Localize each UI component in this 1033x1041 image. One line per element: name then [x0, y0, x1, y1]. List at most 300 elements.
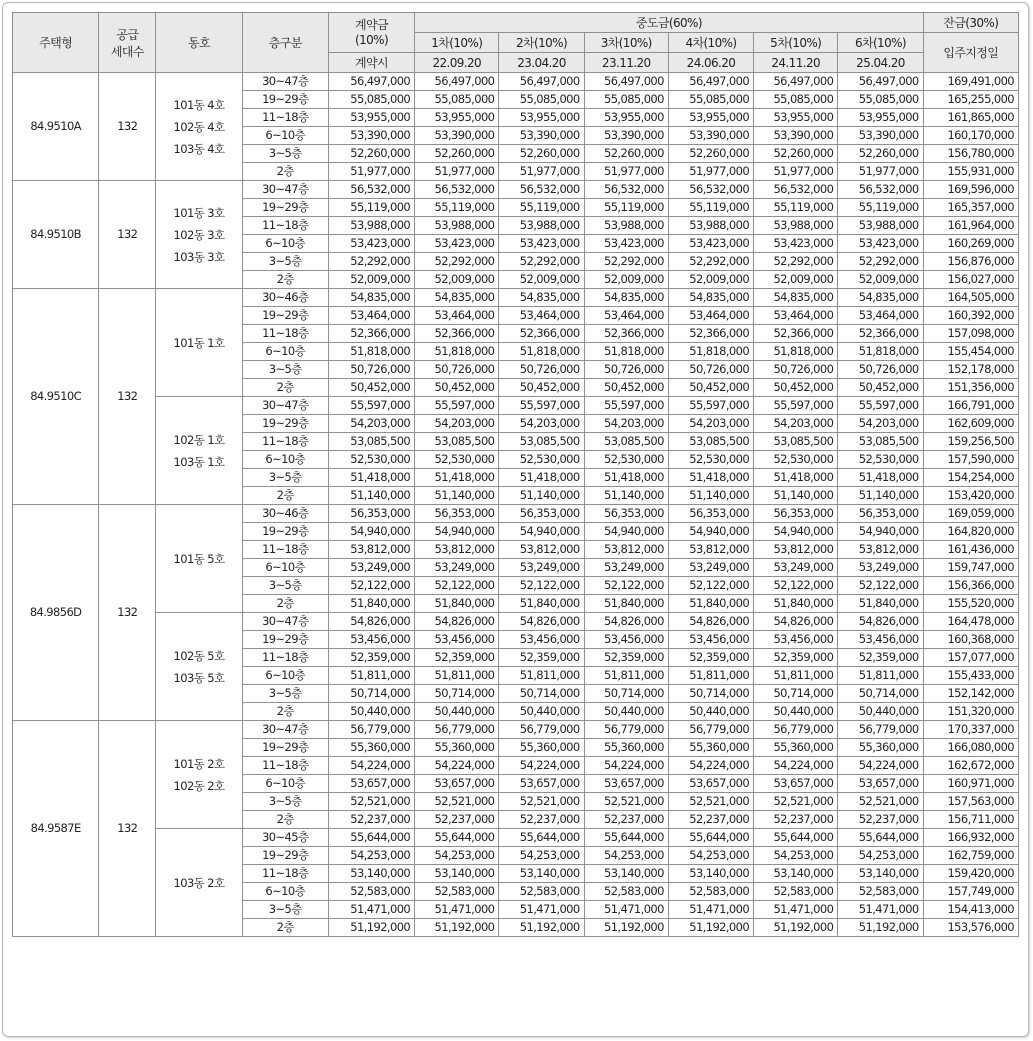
middle-payment-cell: 51,418,000 — [499, 469, 584, 487]
middle-payment-cell: 52,521,000 — [838, 793, 923, 811]
contract-amount-cell: 51,811,000 — [328, 667, 414, 685]
middle-payment-cell: 52,009,000 — [668, 271, 753, 289]
middle-payment-cell: 56,532,000 — [838, 181, 923, 199]
middle-payment-cell: 54,203,000 — [838, 415, 923, 433]
middle-payment-cell: 52,366,000 — [415, 325, 499, 343]
middle-payment-cell: 53,390,000 — [754, 127, 838, 145]
contract-amount-cell: 53,988,000 — [328, 217, 414, 235]
floor-range-cell: 30~46층 — [242, 289, 328, 307]
middle-payment-cell: 50,726,000 — [838, 361, 923, 379]
balance-amount-cell: 157,590,000 — [923, 451, 1018, 469]
middle-payment-cell: 52,530,000 — [838, 451, 923, 469]
middle-payment-cell: 52,009,000 — [584, 271, 668, 289]
middle-payment-cell: 53,657,000 — [668, 775, 753, 793]
contract-amount-cell: 52,530,000 — [328, 451, 414, 469]
balance-amount-cell: 161,964,000 — [923, 217, 1018, 235]
middle-payment-cell: 53,812,000 — [499, 541, 584, 559]
middle-payment-cell: 52,530,000 — [584, 451, 668, 469]
middle-payment-cell: 51,471,000 — [499, 901, 584, 919]
middle-payment-cell: 53,085,500 — [668, 433, 753, 451]
balance-amount-cell: 153,576,000 — [923, 919, 1018, 937]
floor-range-cell: 6~10층 — [242, 559, 328, 577]
contract-amount-cell: 52,122,000 — [328, 577, 414, 595]
dong-ho-label: 102동 4호 — [173, 119, 225, 134]
floor-range-cell: 2층 — [242, 163, 328, 181]
middle-payment-cell: 50,440,000 — [668, 703, 753, 721]
floor-range-cell: 11~18층 — [242, 325, 328, 343]
middle-payment-cell: 53,955,000 — [754, 109, 838, 127]
middle-payment-cell: 52,292,000 — [668, 253, 753, 271]
middle-payment-cell: 54,940,000 — [415, 523, 499, 541]
middle-payment-cell: 50,714,000 — [584, 685, 668, 703]
floor-range-cell: 11~18층 — [242, 217, 328, 235]
middle-payment-cell: 53,812,000 — [668, 541, 753, 559]
balance-amount-cell: 151,356,000 — [923, 379, 1018, 397]
middle-payment-cell: 56,497,000 — [838, 73, 923, 91]
middle-payment-cell: 53,085,500 — [754, 433, 838, 451]
contract-amount-cell: 52,583,000 — [328, 883, 414, 901]
dong-ho-label: 101동 1호 — [173, 335, 225, 350]
middle-payment-cell: 55,085,000 — [415, 91, 499, 109]
middle-payment-cell: 54,224,000 — [668, 757, 753, 775]
floor-range-cell: 6~10층 — [242, 127, 328, 145]
middle-payment-cell: 53,988,000 — [838, 217, 923, 235]
balance-amount-cell: 157,749,000 — [923, 883, 1018, 901]
header-installment-date: 23.11.20 — [584, 53, 668, 73]
header-installment-date: 25.04.20 — [838, 53, 923, 73]
middle-payment-cell: 52,292,000 — [838, 253, 923, 271]
middle-payment-cell: 52,583,000 — [584, 883, 668, 901]
floor-range-cell: 19~29층 — [242, 523, 328, 541]
balance-amount-cell: 169,059,000 — [923, 505, 1018, 523]
middle-payment-cell: 50,440,000 — [838, 703, 923, 721]
middle-payment-cell: 53,423,000 — [584, 235, 668, 253]
contract-amount-cell: 50,726,000 — [328, 361, 414, 379]
floor-range-cell: 19~29층 — [242, 91, 328, 109]
middle-payment-cell: 52,366,000 — [754, 325, 838, 343]
balance-amount-cell: 155,454,000 — [923, 343, 1018, 361]
middle-payment-cell: 54,940,000 — [584, 523, 668, 541]
middle-payment-cell: 52,583,000 — [754, 883, 838, 901]
middle-payment-cell: 50,452,000 — [584, 379, 668, 397]
middle-payment-cell: 55,360,000 — [499, 739, 584, 757]
header-supply-line2: 세대수 — [110, 44, 144, 59]
middle-payment-cell: 51,192,000 — [754, 919, 838, 937]
contract-amount-cell: 53,423,000 — [328, 235, 414, 253]
balance-amount-cell: 166,791,000 — [923, 397, 1018, 415]
balance-amount-cell: 165,357,000 — [923, 199, 1018, 217]
middle-payment-cell: 55,119,000 — [838, 199, 923, 217]
balance-amount-cell: 155,931,000 — [923, 163, 1018, 181]
floor-range-cell: 19~29층 — [242, 631, 328, 649]
contract-amount-cell: 53,955,000 — [328, 109, 414, 127]
dong-ho-cell — [156, 505, 242, 613]
contract-amount-cell: 56,779,000 — [328, 721, 414, 739]
middle-payment-cell: 52,009,000 — [415, 271, 499, 289]
middle-payment-cell: 53,812,000 — [415, 541, 499, 559]
middle-payment-cell: 56,353,000 — [754, 505, 838, 523]
table-row — [13, 613, 1019, 631]
middle-payment-cell: 56,532,000 — [415, 181, 499, 199]
balance-amount-cell: 161,865,000 — [923, 109, 1018, 127]
middle-payment-cell: 54,940,000 — [668, 523, 753, 541]
middle-payment-cell: 51,471,000 — [754, 901, 838, 919]
middle-payment-cell: 56,353,000 — [668, 505, 753, 523]
table-row — [13, 397, 1019, 415]
floor-range-cell: 3~5층 — [242, 577, 328, 595]
middle-payment-cell: 53,955,000 — [415, 109, 499, 127]
middle-payment-cell: 50,440,000 — [415, 703, 499, 721]
middle-payment-cell: 50,452,000 — [415, 379, 499, 397]
middle-payment-cell: 52,292,000 — [584, 253, 668, 271]
middle-payment-cell: 52,530,000 — [499, 451, 584, 469]
middle-payment-cell: 53,085,500 — [838, 433, 923, 451]
floor-range-cell: 11~18층 — [242, 757, 328, 775]
middle-payment-cell: 50,714,000 — [415, 685, 499, 703]
table-body — [13, 73, 1019, 937]
contract-amount-cell: 53,390,000 — [328, 127, 414, 145]
header-installment-label: 6차(10%) — [838, 33, 923, 53]
contract-amount-cell: 51,192,000 — [328, 919, 414, 937]
middle-payment-cell: 56,532,000 — [499, 181, 584, 199]
balance-amount-cell: 166,932,000 — [923, 829, 1018, 847]
contract-amount-cell: 52,521,000 — [328, 793, 414, 811]
header-floor: 층구분 — [242, 13, 328, 73]
middle-payment-cell: 53,140,000 — [499, 865, 584, 883]
middle-payment-cell: 54,224,000 — [838, 757, 923, 775]
header-installment-label: 3차(10%) — [584, 33, 668, 53]
table-row — [13, 829, 1019, 847]
dong-ho-cell — [156, 181, 242, 289]
middle-payment-cell: 53,657,000 — [838, 775, 923, 793]
balance-amount-cell: 162,759,000 — [923, 847, 1018, 865]
contract-amount-cell: 52,359,000 — [328, 649, 414, 667]
middle-payment-cell: 53,249,000 — [499, 559, 584, 577]
contract-amount-cell: 52,366,000 — [328, 325, 414, 343]
middle-payment-cell: 51,192,000 — [499, 919, 584, 937]
middle-payment-cell: 50,452,000 — [838, 379, 923, 397]
contract-amount-cell: 55,360,000 — [328, 739, 414, 757]
floor-range-cell: 30~46층 — [242, 505, 328, 523]
middle-payment-cell: 53,955,000 — [584, 109, 668, 127]
middle-payment-cell: 53,456,000 — [838, 631, 923, 649]
dong-ho-label: 102동 3호 — [173, 227, 225, 242]
contract-amount-cell: 50,714,000 — [328, 685, 414, 703]
middle-payment-cell: 52,366,000 — [668, 325, 753, 343]
middle-payment-cell: 51,140,000 — [584, 487, 668, 505]
middle-payment-cell: 53,140,000 — [754, 865, 838, 883]
dong-ho-label: 101동 2호 — [173, 756, 225, 771]
middle-payment-cell: 54,253,000 — [415, 847, 499, 865]
middle-payment-cell: 52,122,000 — [838, 577, 923, 595]
housing-type-cell: 84.9856D — [13, 505, 99, 721]
middle-payment-cell: 52,237,000 — [415, 811, 499, 829]
middle-payment-cell: 50,714,000 — [754, 685, 838, 703]
housing-type-cell: 84.9510C — [13, 289, 99, 505]
middle-payment-cell: 51,140,000 — [668, 487, 753, 505]
middle-payment-cell: 56,353,000 — [499, 505, 584, 523]
contract-amount-cell: 54,203,000 — [328, 415, 414, 433]
table-header — [13, 13, 1019, 73]
contract-amount-cell: 52,009,000 — [328, 271, 414, 289]
middle-payment-cell: 52,366,000 — [838, 325, 923, 343]
middle-payment-cell: 55,085,000 — [838, 91, 923, 109]
middle-payment-cell: 54,253,000 — [754, 847, 838, 865]
floor-range-cell: 19~29층 — [242, 847, 328, 865]
middle-payment-cell: 54,224,000 — [584, 757, 668, 775]
floor-range-cell: 19~29층 — [242, 739, 328, 757]
middle-payment-cell: 54,826,000 — [754, 613, 838, 631]
middle-payment-cell: 53,812,000 — [838, 541, 923, 559]
dong-ho-cell — [156, 829, 242, 937]
middle-payment-cell: 52,583,000 — [668, 883, 753, 901]
dong-ho-cell — [156, 721, 242, 829]
middle-payment-cell: 51,818,000 — [668, 343, 753, 361]
middle-payment-cell: 51,140,000 — [499, 487, 584, 505]
middle-payment-cell: 52,530,000 — [415, 451, 499, 469]
middle-payment-cell: 53,464,000 — [668, 307, 753, 325]
table-row — [13, 721, 1019, 739]
middle-payment-cell: 56,497,000 — [754, 73, 838, 91]
middle-payment-cell: 54,826,000 — [415, 613, 499, 631]
contract-amount-cell: 51,818,000 — [328, 343, 414, 361]
contract-amount-cell: 50,440,000 — [328, 703, 414, 721]
supply-count-cell: 132 — [99, 289, 156, 505]
contract-amount-cell: 55,119,000 — [328, 199, 414, 217]
floor-range-cell: 2층 — [242, 271, 328, 289]
middle-payment-cell: 50,440,000 — [754, 703, 838, 721]
middle-payment-cell: 51,192,000 — [668, 919, 753, 937]
contract-amount-cell: 51,418,000 — [328, 469, 414, 487]
middle-payment-cell: 53,988,000 — [754, 217, 838, 235]
middle-payment-cell: 52,521,000 — [415, 793, 499, 811]
middle-payment-cell: 52,237,000 — [584, 811, 668, 829]
middle-payment-cell: 53,657,000 — [415, 775, 499, 793]
supply-count-cell: 132 — [99, 505, 156, 721]
balance-amount-cell: 159,256,500 — [923, 433, 1018, 451]
balance-amount-cell: 153,420,000 — [923, 487, 1018, 505]
supply-count-cell: 132 — [99, 721, 156, 937]
middle-payment-cell: 53,423,000 — [668, 235, 753, 253]
middle-payment-cell: 56,497,000 — [415, 73, 499, 91]
middle-payment-cell: 55,119,000 — [499, 199, 584, 217]
contract-amount-cell: 55,085,000 — [328, 91, 414, 109]
floor-range-cell: 3~5층 — [242, 901, 328, 919]
floor-range-cell: 30~47층 — [242, 73, 328, 91]
contract-amount-cell: 53,812,000 — [328, 541, 414, 559]
middle-payment-cell: 54,203,000 — [415, 415, 499, 433]
middle-payment-cell: 53,390,000 — [415, 127, 499, 145]
middle-payment-cell: 52,292,000 — [415, 253, 499, 271]
dong-ho-label: 103동 3호 — [173, 249, 225, 264]
middle-payment-cell: 51,818,000 — [499, 343, 584, 361]
middle-payment-cell: 54,224,000 — [754, 757, 838, 775]
middle-payment-cell: 51,471,000 — [838, 901, 923, 919]
middle-payment-cell: 54,203,000 — [668, 415, 753, 433]
middle-payment-cell: 54,835,000 — [499, 289, 584, 307]
middle-payment-cell: 53,390,000 — [838, 127, 923, 145]
floor-range-cell: 11~18층 — [242, 541, 328, 559]
middle-payment-cell: 54,253,000 — [838, 847, 923, 865]
middle-payment-cell: 50,726,000 — [754, 361, 838, 379]
middle-payment-cell: 53,085,500 — [584, 433, 668, 451]
contract-amount-cell: 54,224,000 — [328, 757, 414, 775]
middle-payment-cell: 53,390,000 — [499, 127, 584, 145]
middle-payment-cell: 55,360,000 — [668, 739, 753, 757]
middle-payment-cell: 52,260,000 — [584, 145, 668, 163]
middle-payment-cell: 55,597,000 — [415, 397, 499, 415]
payment-schedule-table — [12, 12, 1019, 937]
middle-payment-cell: 53,464,000 — [499, 307, 584, 325]
middle-payment-cell: 53,249,000 — [838, 559, 923, 577]
balance-amount-cell: 164,820,000 — [923, 523, 1018, 541]
middle-payment-cell: 50,440,000 — [584, 703, 668, 721]
contract-amount-cell: 56,353,000 — [328, 505, 414, 523]
contract-amount-cell: 53,085,500 — [328, 433, 414, 451]
middle-payment-cell: 52,359,000 — [415, 649, 499, 667]
middle-payment-cell: 52,359,000 — [499, 649, 584, 667]
middle-payment-cell: 51,418,000 — [838, 469, 923, 487]
balance-amount-cell: 169,596,000 — [923, 181, 1018, 199]
balance-amount-cell: 166,080,000 — [923, 739, 1018, 757]
middle-payment-cell: 51,471,000 — [584, 901, 668, 919]
middle-payment-cell: 52,122,000 — [415, 577, 499, 595]
middle-payment-cell: 51,840,000 — [499, 595, 584, 613]
middle-payment-cell: 53,456,000 — [415, 631, 499, 649]
middle-payment-cell: 51,840,000 — [838, 595, 923, 613]
middle-payment-cell: 55,085,000 — [754, 91, 838, 109]
middle-payment-cell: 51,418,000 — [584, 469, 668, 487]
middle-payment-cell: 51,977,000 — [668, 163, 753, 181]
middle-payment-cell: 52,583,000 — [415, 883, 499, 901]
floor-range-cell: 2층 — [242, 595, 328, 613]
header-installment-date: 22.09.20 — [415, 53, 499, 73]
middle-payment-cell: 56,353,000 — [415, 505, 499, 523]
balance-amount-cell: 165,255,000 — [923, 91, 1018, 109]
middle-payment-cell: 55,119,000 — [668, 199, 753, 217]
balance-amount-cell: 164,505,000 — [923, 289, 1018, 307]
middle-payment-cell: 50,440,000 — [499, 703, 584, 721]
middle-payment-cell: 51,811,000 — [754, 667, 838, 685]
floor-range-cell: 6~10층 — [242, 451, 328, 469]
middle-payment-cell: 53,657,000 — [754, 775, 838, 793]
middle-payment-cell: 53,955,000 — [499, 109, 584, 127]
middle-payment-cell: 53,140,000 — [584, 865, 668, 883]
header-balance-when: 입주지정일 — [923, 33, 1018, 73]
dong-ho-label: 102동 2호 — [173, 778, 225, 793]
middle-payment-cell: 52,237,000 — [838, 811, 923, 829]
middle-payment-cell: 52,521,000 — [499, 793, 584, 811]
middle-payment-cell: 52,530,000 — [754, 451, 838, 469]
middle-payment-cell: 53,140,000 — [668, 865, 753, 883]
middle-payment-cell: 53,249,000 — [668, 559, 753, 577]
middle-payment-cell: 56,532,000 — [754, 181, 838, 199]
middle-payment-cell: 55,597,000 — [584, 397, 668, 415]
middle-payment-cell: 53,955,000 — [668, 109, 753, 127]
header-installment-label: 1차(10%) — [415, 33, 499, 53]
middle-payment-cell: 55,597,000 — [838, 397, 923, 415]
dong-ho-label: 101동 3호 — [173, 205, 225, 220]
contract-amount-cell: 53,456,000 — [328, 631, 414, 649]
middle-payment-cell: 51,471,000 — [668, 901, 753, 919]
contract-amount-cell: 54,940,000 — [328, 523, 414, 541]
contract-amount-cell: 50,452,000 — [328, 379, 414, 397]
floor-range-cell: 6~10층 — [242, 883, 328, 901]
middle-payment-cell: 53,390,000 — [584, 127, 668, 145]
middle-payment-cell: 53,456,000 — [668, 631, 753, 649]
middle-payment-cell: 54,940,000 — [499, 523, 584, 541]
balance-amount-cell: 160,368,000 — [923, 631, 1018, 649]
middle-payment-cell: 55,597,000 — [499, 397, 584, 415]
middle-payment-cell: 55,644,000 — [584, 829, 668, 847]
middle-payment-cell: 51,811,000 — [838, 667, 923, 685]
floor-range-cell: 3~5층 — [242, 361, 328, 379]
middle-payment-cell: 52,122,000 — [668, 577, 753, 595]
balance-amount-cell: 154,413,000 — [923, 901, 1018, 919]
middle-payment-cell: 52,521,000 — [754, 793, 838, 811]
floor-range-cell: 6~10층 — [242, 343, 328, 361]
middle-payment-cell: 54,253,000 — [668, 847, 753, 865]
middle-payment-cell: 53,140,000 — [838, 865, 923, 883]
middle-payment-cell: 55,644,000 — [754, 829, 838, 847]
middle-payment-cell: 55,644,000 — [838, 829, 923, 847]
middle-payment-cell: 53,812,000 — [754, 541, 838, 559]
middle-payment-cell: 51,140,000 — [838, 487, 923, 505]
middle-payment-cell: 56,779,000 — [668, 721, 753, 739]
floor-range-cell: 2층 — [242, 703, 328, 721]
balance-amount-cell: 160,971,000 — [923, 775, 1018, 793]
middle-payment-cell: 52,359,000 — [754, 649, 838, 667]
dong-ho-label: 102동 5호 — [173, 648, 225, 663]
middle-payment-cell: 51,840,000 — [668, 595, 753, 613]
middle-payment-cell: 50,452,000 — [754, 379, 838, 397]
middle-payment-cell: 52,521,000 — [668, 793, 753, 811]
middle-payment-cell: 53,988,000 — [499, 217, 584, 235]
middle-payment-cell: 56,779,000 — [584, 721, 668, 739]
middle-payment-cell: 51,840,000 — [754, 595, 838, 613]
middle-payment-cell: 52,359,000 — [668, 649, 753, 667]
middle-payment-cell: 51,418,000 — [754, 469, 838, 487]
floor-range-cell: 2층 — [242, 811, 328, 829]
dong-ho-cell — [156, 73, 242, 181]
middle-payment-cell: 53,812,000 — [584, 541, 668, 559]
header-balance: 잔금(30%) — [923, 13, 1018, 33]
middle-payment-cell: 52,237,000 — [499, 811, 584, 829]
middle-payment-cell: 55,085,000 — [584, 91, 668, 109]
contract-amount-cell: 52,260,000 — [328, 145, 414, 163]
middle-payment-cell: 54,835,000 — [415, 289, 499, 307]
contract-amount-cell: 56,497,000 — [328, 73, 414, 91]
header-installment-label: 5차(10%) — [754, 33, 838, 53]
middle-payment-cell: 51,818,000 — [754, 343, 838, 361]
contract-amount-cell: 51,471,000 — [328, 901, 414, 919]
middle-payment-cell: 51,140,000 — [415, 487, 499, 505]
middle-payment-cell: 55,644,000 — [668, 829, 753, 847]
middle-payment-cell: 54,224,000 — [499, 757, 584, 775]
middle-payment-cell: 55,597,000 — [754, 397, 838, 415]
floor-range-cell: 3~5층 — [242, 469, 328, 487]
middle-payment-cell: 50,452,000 — [668, 379, 753, 397]
middle-payment-cell: 51,840,000 — [584, 595, 668, 613]
middle-payment-cell: 54,253,000 — [499, 847, 584, 865]
middle-payment-cell: 52,583,000 — [499, 883, 584, 901]
middle-payment-cell: 55,644,000 — [415, 829, 499, 847]
dong-ho-cell — [156, 397, 242, 505]
floor-range-cell: 11~18층 — [242, 865, 328, 883]
balance-amount-cell: 151,320,000 — [923, 703, 1018, 721]
floor-range-cell: 6~10층 — [242, 667, 328, 685]
floor-range-cell: 19~29층 — [242, 415, 328, 433]
